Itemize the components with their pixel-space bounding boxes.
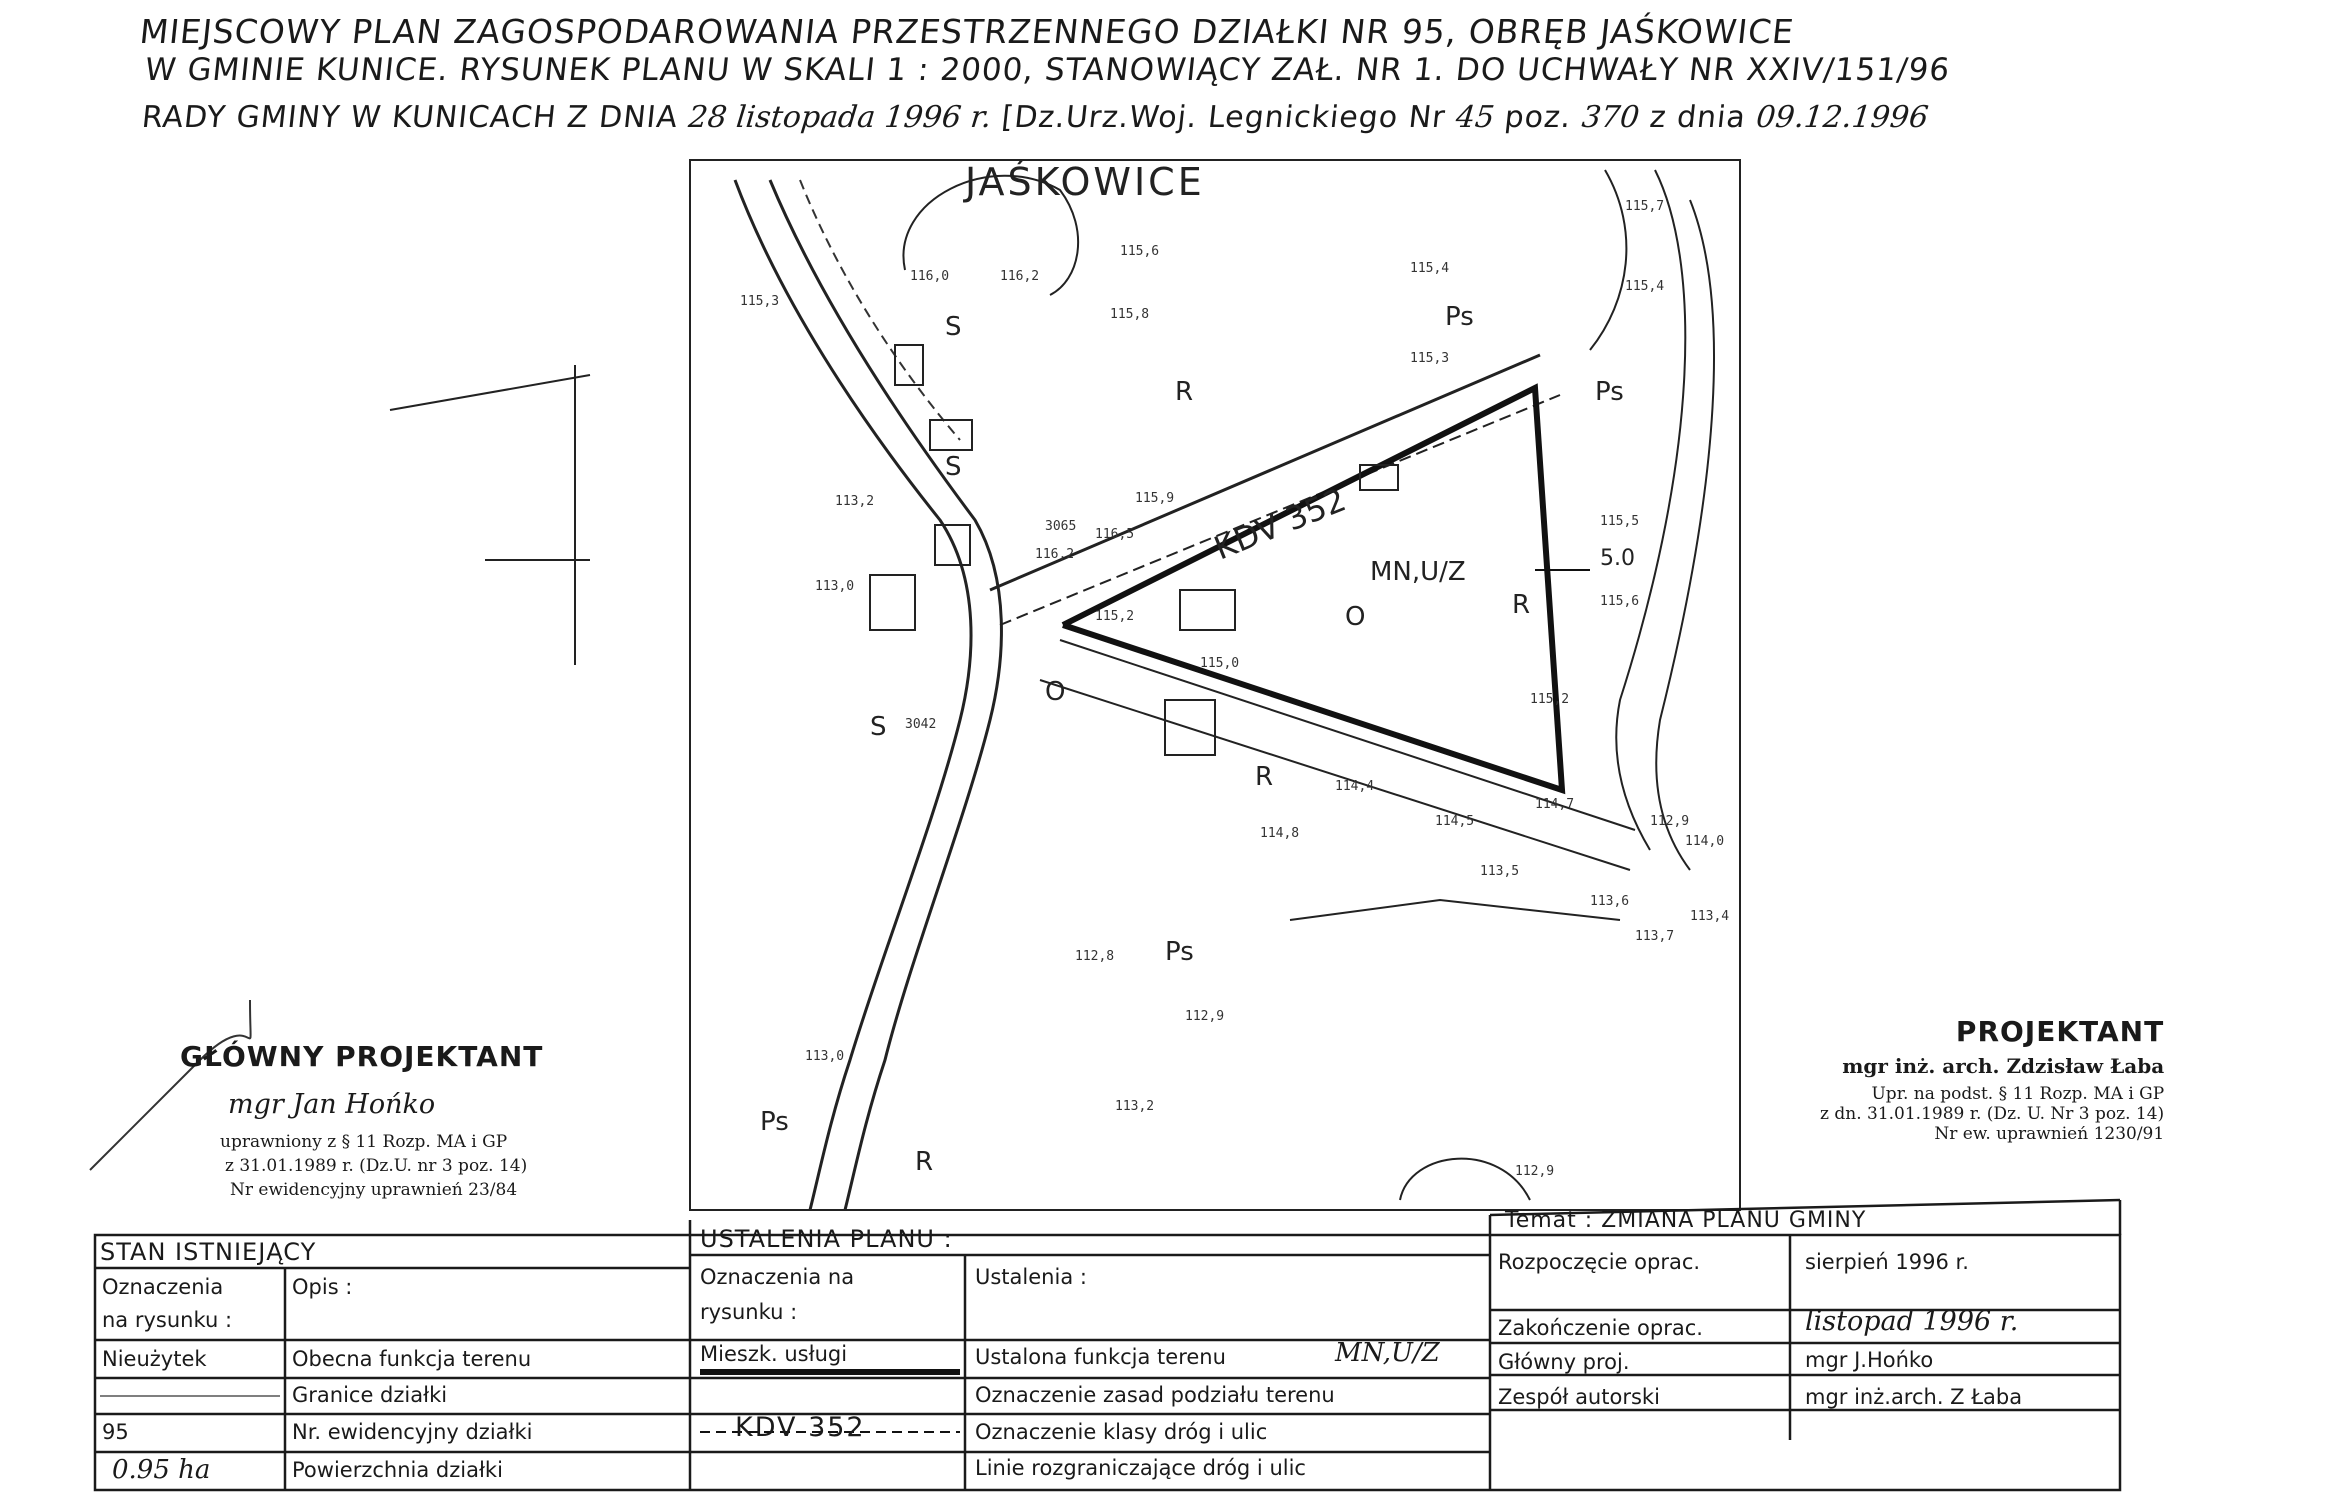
parcel-number-3065: 3065 bbox=[1045, 519, 1077, 534]
main-designer-name: mgr Jan Hońko bbox=[228, 1089, 436, 1120]
spot-height-label: 115,2 bbox=[1095, 609, 1135, 624]
spot-height-label: 116,2 bbox=[1035, 547, 1075, 562]
col-opis: Opis : bbox=[292, 1275, 353, 1299]
plan-code-0: Mieszk. usługi bbox=[700, 1342, 848, 1366]
stan-desc-2: Nr. ewidencyjny działki bbox=[292, 1420, 533, 1444]
stan-desc-0: Obecna funkcja terenu bbox=[292, 1347, 532, 1371]
header-zdnia: z dnia bbox=[1647, 100, 1748, 135]
spot-height-label: 114,0 bbox=[1685, 834, 1725, 849]
width-label: 5.0 bbox=[1600, 546, 1635, 571]
land-use-label: O bbox=[1045, 677, 1066, 707]
spot-height-label: 113,2 bbox=[835, 494, 875, 509]
plot-symbol: MN,U/Z bbox=[1370, 557, 1466, 587]
road-label-kdv: KDV 352 bbox=[1208, 480, 1352, 568]
land-use-label: R bbox=[1512, 590, 1531, 620]
main-designer-line-2: z 31.01.1989 r. (Dz.U. nr 3 poz. 14) bbox=[225, 1156, 528, 1176]
spot-height-label: 112,9 bbox=[1185, 1009, 1225, 1024]
spot-height-label: 115,7 bbox=[1625, 199, 1665, 214]
header-poz: poz. bbox=[1502, 100, 1574, 135]
designer-line-1: Upr. na podst. § 11 Rozp. MA i GP bbox=[1871, 1084, 2165, 1104]
spot-height-label: 115,0 bbox=[1200, 656, 1240, 671]
spot-height-label: 115,6 bbox=[1600, 594, 1640, 609]
col-oznaczenia: Oznaczenia bbox=[102, 1275, 224, 1299]
temat: Temat : ZMIANA PLANU GMINY bbox=[1505, 1208, 1867, 1233]
col-ozn-plan: Oznaczenia na bbox=[700, 1265, 855, 1289]
plan-desc-2: Oznaczenie klasy dróg i ulic bbox=[975, 1420, 1268, 1444]
spot-height-label: 112,9 bbox=[1650, 814, 1690, 829]
info-label-2: Główny proj. bbox=[1498, 1350, 1630, 1374]
spot-height-label: 113,5 bbox=[1480, 864, 1520, 879]
land-use-label: S bbox=[945, 452, 962, 482]
header-zdnia-handwritten: 09.12.1996 bbox=[1754, 100, 1931, 135]
stan-code-3: 0.95 ha bbox=[112, 1455, 211, 1485]
stan-header: STAN ISTNIEJĄCY bbox=[100, 1238, 317, 1266]
spot-height-label: 116,2 bbox=[1000, 269, 1040, 284]
plan-desc-3: Linie rozgraniczające dróg i ulic bbox=[975, 1456, 1306, 1480]
plan-desc-1: Oznaczenie zasad podziału terenu bbox=[975, 1383, 1335, 1407]
spot-height-label: 115,8 bbox=[1110, 307, 1150, 322]
spot-height-label: 113,7 bbox=[1635, 929, 1675, 944]
land-use-label: Ps bbox=[760, 1107, 789, 1137]
header-line-2: W GMINIE KUNICE. RYSUNEK PLANU W SKALI 1 : 2000, STANOWIĄCY ZAŁ. NR 1. DO UCHWAŁY NR XXIV/151/96 bbox=[143, 52, 1952, 88]
spot-height-label: 115,3 bbox=[740, 294, 780, 309]
header-journal: [Dz.Urz.Woj. Legnickiego Nr bbox=[999, 100, 1448, 135]
spot-height-label: 114,5 bbox=[1435, 814, 1475, 829]
spot-height-label: 115,6 bbox=[1120, 244, 1160, 259]
spot-height-label: 112,8 bbox=[1075, 949, 1115, 964]
col-oznaczenia-2: na rysunku : bbox=[102, 1308, 233, 1332]
spot-height-label: 116,5 bbox=[1095, 527, 1135, 542]
stan-desc-1: Granice działki bbox=[292, 1383, 448, 1407]
spot-height-label: 115,3 bbox=[1410, 351, 1450, 366]
info-value-2: mgr J.Hońko bbox=[1805, 1348, 1934, 1372]
land-use-label: Ps bbox=[1595, 377, 1624, 407]
plan-value-0: MN,U/Z bbox=[1335, 1338, 1440, 1368]
info-label-0: Rozpoczęcie oprac. bbox=[1498, 1250, 1701, 1274]
info-value-0: sierpień 1996 r. bbox=[1805, 1250, 1969, 1274]
main-designer-line-1: uprawniony z § 11 Rozp. MA i GP bbox=[220, 1132, 508, 1152]
land-use-label: Ps bbox=[1165, 937, 1194, 967]
info-value-1: listopad 1996 r. bbox=[1805, 1306, 2019, 1337]
designer-name: mgr inż. arch. Zdzisław Łaba bbox=[1842, 1054, 2165, 1078]
spot-height-label: 116,0 bbox=[910, 269, 950, 284]
col-ustalenia: Ustalenia : bbox=[975, 1265, 1087, 1289]
spot-height-label: 113,0 bbox=[815, 579, 855, 594]
spot-height-label: 115,4 bbox=[1410, 261, 1450, 276]
spot-height-label: 114,7 bbox=[1535, 797, 1575, 812]
spot-height-label: 113,2 bbox=[1115, 1099, 1155, 1114]
header-date-handwritten: 28 listopada 1996 r. bbox=[686, 100, 994, 135]
spot-height-label: 113,4 bbox=[1690, 909, 1730, 924]
spot-height-label: 114,8 bbox=[1260, 826, 1300, 841]
land-use-label: R bbox=[915, 1147, 934, 1177]
spot-height-label: 115,2 bbox=[1530, 692, 1570, 707]
spot-height-label: 113,0 bbox=[805, 1049, 845, 1064]
main-designer-title: GŁÓWNY PROJEKTANT bbox=[180, 1040, 544, 1073]
land-use-label: O bbox=[1345, 602, 1366, 632]
land-use-label: R bbox=[1175, 377, 1194, 407]
info-value-3: mgr inż.arch. Z Łaba bbox=[1805, 1385, 2023, 1409]
land-use-label: Ps bbox=[1445, 302, 1474, 332]
stan-desc-3: Powierzchnia działki bbox=[292, 1458, 503, 1482]
plan-desc-0: Ustalona funkcja terenu bbox=[975, 1345, 1226, 1369]
spot-height-label: 113,6 bbox=[1590, 894, 1630, 909]
spot-height-label: 114,4 bbox=[1335, 779, 1375, 794]
spot-height-label: 115,9 bbox=[1135, 491, 1175, 506]
stan-code-2: 95 bbox=[102, 1420, 129, 1444]
header-nr-handwritten: 45 bbox=[1454, 100, 1497, 135]
stan-code-0: Nieużytek bbox=[102, 1347, 207, 1371]
designer-title: PROJEKTANT bbox=[1955, 1015, 2165, 1048]
designer-line-3: Nr ew. uprawnień 1230/91 bbox=[1934, 1124, 2165, 1144]
designer-line-2: z dn. 31.01.1989 r. (Dz. U. Nr 3 poz. 14) bbox=[1820, 1104, 2165, 1124]
land-use-label: S bbox=[870, 712, 887, 742]
header-line-1: MIEJSCOWY PLAN ZAGOSPODAROWANIA PRZESTRZENNEGO DZIAŁKI NR 95, OBRĘB JAŚKOWICE bbox=[137, 12, 1797, 51]
land-use-label: S bbox=[945, 312, 962, 342]
village-name: JAŚKOWICE bbox=[965, 160, 1205, 204]
col-ozn-plan-2: rysunku : bbox=[700, 1300, 798, 1324]
spot-height-label: 115,5 bbox=[1600, 514, 1640, 529]
land-use-label: R bbox=[1255, 762, 1274, 792]
info-label-1: Zakończenie oprac. bbox=[1498, 1316, 1703, 1340]
main-designer-line-3: Nr ewidencyjny uprawnień 23/84 bbox=[230, 1180, 518, 1200]
plan-code-2: KDV 352 bbox=[735, 1412, 866, 1443]
header-line-3-typed: RADY GMINY W KUNICACH Z DNIA bbox=[140, 100, 680, 135]
ustalenia-header: USTALENIA PLANU : bbox=[700, 1225, 953, 1253]
info-label-3: Zespół autorski bbox=[1498, 1385, 1660, 1409]
header-poz-handwritten: 370 bbox=[1580, 100, 1642, 135]
spot-height-label: 112,9 bbox=[1515, 1164, 1555, 1179]
parcel-number-3042: 3042 bbox=[905, 717, 937, 732]
spot-height-label: 115,4 bbox=[1625, 279, 1665, 294]
